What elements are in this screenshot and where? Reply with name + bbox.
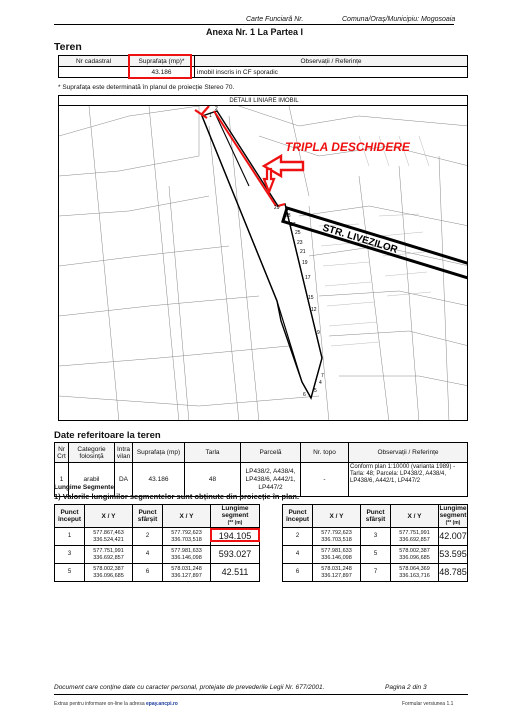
cell-observatii: imobil inscris in CF sporadic	[195, 67, 468, 78]
segments-table-right	[282, 504, 468, 582]
col-nr-topo: Nr. topo	[301, 443, 349, 463]
col-lungime	[439, 505, 468, 528]
cell-y: 336.703,518	[321, 536, 352, 543]
footer-form-version: Formular versiunea 1.1	[402, 701, 454, 707]
point-label-21: 21	[300, 249, 306, 255]
point-label-12: 12	[311, 307, 317, 313]
cell-y: 336.146,098	[321, 554, 352, 561]
point-label-29: 29	[274, 205, 280, 211]
col-lungime-unit: (** (m)	[445, 520, 461, 526]
footer-page-number: Pagina 2 din 3	[385, 684, 427, 691]
segments-table-left	[54, 504, 260, 582]
cell-y: 336.096,685	[399, 554, 430, 561]
cell-p2: 5	[361, 546, 391, 564]
col-nr-crt: Nr Crt	[55, 443, 69, 463]
col-nr-cadastral: Nr cadastral	[59, 56, 129, 67]
cell-x: 577.751,991	[399, 529, 430, 536]
cell-y: 336.692,857	[399, 536, 430, 543]
suprafata-highlight	[128, 54, 192, 79]
cell-tarla: 48	[185, 463, 241, 497]
teren-heading: Teren	[54, 41, 82, 53]
cell-lungime: 194.105	[211, 528, 260, 546]
col-xy-end: X / Y	[163, 505, 211, 528]
parcel-map	[58, 95, 468, 421]
cell-lungime: 593.027	[211, 546, 260, 564]
cell-y: 336.127,897	[171, 572, 202, 579]
street-band	[283, 208, 468, 287]
header-cf-number: Carte Funciară Nr.	[246, 16, 304, 23]
cell-p1: 2	[283, 528, 313, 546]
segment-1-2-highlight	[214, 111, 276, 206]
cell-xy2	[391, 564, 439, 582]
cell-p1: 1	[55, 528, 85, 546]
table-row	[55, 546, 260, 564]
footer-source-prefix: Extras pentru informare on-line la adresa	[54, 701, 146, 707]
col-punct-inceput: Punct început	[55, 505, 85, 528]
table-row	[283, 528, 468, 546]
point-label-6: 6	[303, 392, 306, 398]
cell-p2: 4	[133, 546, 163, 564]
col-intravilan: Intra vilan	[115, 443, 133, 463]
cell-x: 577.751,991	[93, 547, 124, 554]
cell-p1: 6	[283, 564, 313, 582]
cell-p1: 3	[55, 546, 85, 564]
map-title: DETALII LINIARE IMOBIL	[59, 96, 468, 106]
col-punct-inceput: Punct început	[283, 505, 313, 528]
lungime-highlight	[210, 528, 260, 542]
cell-lungime: 48.785	[439, 564, 468, 582]
cell-xy1	[313, 546, 361, 564]
cell-x: 577.981,633	[321, 547, 352, 554]
cell-p2: 3	[361, 528, 391, 546]
cell-x: 578.002,387	[93, 565, 124, 572]
col-lungime-unit: (** (m)	[227, 520, 243, 526]
header-divider	[54, 24, 454, 25]
cell-x: 578.031,248	[171, 565, 202, 572]
point-label-15: 15	[308, 295, 314, 301]
cell-lungime: 53.595	[439, 546, 468, 564]
cell-p1: 4	[283, 546, 313, 564]
col-suprafata-date: Suprafața (mp)	[133, 443, 185, 463]
col-categorie: Categorie folosință	[69, 443, 115, 463]
cell-observatii-date: Conform plan 1:10000 (varianta 1989) - Tarla: 48; Parcela: LP438/2, A438/4, LP438/6, A442/1, LP447/2	[349, 463, 468, 497]
cell-categorie: arabil	[69, 463, 115, 497]
cell-intravilan: DA	[115, 463, 133, 497]
cell-y: 336.127,897	[321, 572, 352, 579]
col-lungime-label: Lungime segment	[221, 505, 249, 519]
footer-divider	[54, 694, 468, 695]
col-xy-start: X / Y	[85, 505, 133, 528]
parcel-outline	[202, 116, 322, 398]
cell-xy1	[85, 546, 133, 564]
point-label-27: 27	[290, 222, 296, 228]
date-teren-heading: Date referitoare la teren	[54, 430, 161, 441]
cell-xy2	[391, 546, 439, 564]
cell-p1: 5	[55, 564, 85, 582]
annex-title: Anexa Nr. 1 La Partea I	[205, 27, 304, 37]
cell-x: 578.031,248	[321, 565, 352, 572]
col-lungime-label: Lungime segment	[439, 505, 467, 519]
cell-xy2	[163, 546, 211, 564]
point-label-5: 5	[314, 388, 317, 394]
point-label-25: 25	[295, 230, 301, 236]
segments-subheading: 1) Valorile lungimilor segmentelor sunt obținute din proiecție în plan.	[54, 492, 300, 501]
footer-source	[54, 701, 178, 707]
parcel-west-edge	[214, 111, 249, 186]
col-punct-sfarsit: Punct sfârșit	[361, 505, 391, 528]
col-observatii: Observații / Referințe	[195, 56, 468, 67]
cell-x: 577.792,623	[321, 529, 352, 536]
cell-nr-crt: 1	[55, 463, 69, 497]
col-tarla: Tarla	[185, 443, 241, 463]
street-label: STR. LIVEZILOR	[321, 222, 399, 256]
footer-source-link[interactable]: epay.ancpi.ro	[146, 701, 178, 707]
point-label-28: 28	[285, 213, 291, 219]
point-label-1: 1	[209, 113, 212, 119]
col-xy-end: X / Y	[391, 505, 439, 528]
col-punct-sfarsit: Punct sfârșit	[133, 505, 163, 528]
point-label-23: 23	[297, 240, 303, 246]
map-drawing	[59, 96, 468, 421]
header-locality: Comuna/Oraș/Municipiu: Mogosoaia	[342, 16, 456, 23]
point-label-19: 19	[302, 260, 308, 266]
cell-x: 577.981,633	[171, 547, 202, 554]
table-row	[283, 564, 468, 582]
cell-x: 578.064,369	[399, 565, 430, 572]
cell-p2: 7	[361, 564, 391, 582]
cell-parcela: LP438/2, A438/4, LP438/6, A442/1, LP447/2	[241, 463, 301, 497]
annotation-tripla: TRIPLA DESCHIDERE	[285, 140, 410, 154]
col-suprafata: Suprafața (mp)*	[129, 56, 195, 67]
cell-p2: 6	[133, 564, 163, 582]
point-label-7: 7	[321, 373, 324, 379]
col-xy-start: X / Y	[313, 505, 361, 528]
cell-xy2	[391, 528, 439, 546]
cell-nr-cadastral	[59, 67, 129, 78]
cell-lungime: 42.007	[439, 528, 468, 546]
cell-xy1	[313, 564, 361, 582]
col-observatii-date: Observații / Referințe	[349, 443, 468, 463]
cell-xy1	[85, 528, 133, 546]
point-label-2: 2	[215, 106, 218, 112]
footer-privacy-note: Document care conține date cu caracter personal, protejate de prevederile Legii Nr. 677/2001.	[54, 684, 325, 691]
cell-suprafata: 43.186	[129, 67, 195, 78]
cell-xy1	[85, 564, 133, 582]
cell-x: 577.792,623	[171, 529, 202, 536]
cell-xy2	[163, 564, 211, 582]
point-label-9: 9	[317, 330, 320, 336]
date-teren-table	[54, 442, 468, 497]
cell-nr-topo: -	[301, 463, 349, 497]
cell-y: 336.692,857	[93, 554, 124, 561]
point-label-17: 17	[305, 275, 311, 281]
cell-y: 336.096,685	[93, 572, 124, 579]
table-row	[283, 546, 468, 564]
point-label-4: 4	[319, 380, 322, 386]
cell-y: 336.163,716	[399, 572, 430, 579]
segments-heading: Lungime Segmente	[54, 484, 114, 491]
suprafata-note: * Suprafața este determinată în planul de proiecție Stereo 70.	[58, 84, 235, 91]
cell-y: 336.703,518	[171, 536, 202, 543]
cell-y: 336.146,098	[171, 554, 202, 561]
cell-xy2	[163, 528, 211, 546]
table-row	[55, 564, 260, 582]
cell-x: 577.867,463	[93, 529, 124, 536]
cell-xy1	[313, 528, 361, 546]
col-lungime	[211, 505, 260, 528]
cell-p2: 2	[133, 528, 163, 546]
cell-y: 336.524,421	[93, 536, 124, 543]
cell-x: 578.002,387	[399, 547, 430, 554]
teren-table	[58, 55, 468, 78]
cell-suprafata-date: 43.186	[133, 463, 185, 497]
cell-lungime: 42.511	[211, 564, 260, 582]
col-parcela: Parcelă	[241, 443, 301, 463]
